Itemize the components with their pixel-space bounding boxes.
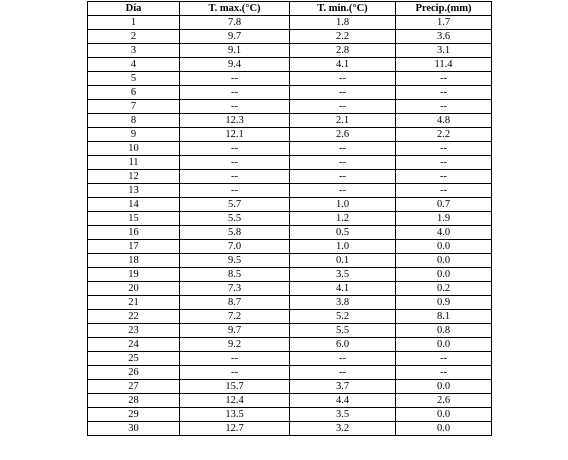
cell-precipitation: -- [396,100,492,114]
cell-day: 15 [88,212,180,226]
table-row [88,156,492,170]
table-row [88,16,492,30]
cell-day: 27 [88,380,180,394]
cell-temp-max: 7.0 [180,240,290,254]
table-row [88,30,492,44]
cell-temp-min: 1.8 [290,16,396,30]
cell-temp-min: 0.5 [290,226,396,240]
cell-precipitation: 0.8 [396,324,492,338]
table-row [88,128,492,142]
cell-day: 20 [88,282,180,296]
cell-precipitation: 0.0 [396,338,492,352]
table-row [88,282,492,296]
cell-temp-min: 2.2 [290,30,396,44]
cell-precipitation: -- [396,184,492,198]
cell-temp-max: 7.2 [180,310,290,324]
cell-day: 5 [88,72,180,86]
cell-day: 14 [88,198,180,212]
cell-temp-max: 13.5 [180,408,290,422]
cell-precipitation: 0.7 [396,198,492,212]
header-temp-min: T. min.(°C) [290,2,396,16]
table-row [88,86,492,100]
cell-day: 1 [88,16,180,30]
cell-temp-min: 2.1 [290,114,396,128]
cell-temp-max: 12.7 [180,422,290,436]
cell-day: 29 [88,408,180,422]
cell-precipitation: -- [396,156,492,170]
cell-day: 8 [88,114,180,128]
cell-precipitation: 11.4 [396,58,492,72]
cell-precipitation: 4.0 [396,226,492,240]
cell-temp-min: 0.1 [290,254,396,268]
cell-temp-max: 9.2 [180,338,290,352]
table-row [88,170,492,184]
cell-day: 10 [88,142,180,156]
cell-temp-max: 9.4 [180,58,290,72]
cell-precipitation: 0.9 [396,296,492,310]
cell-temp-max: 9.5 [180,254,290,268]
table-row [88,408,492,422]
table-header-row [88,2,492,16]
cell-precipitation: 0.0 [396,240,492,254]
cell-precipitation: 8.1 [396,310,492,324]
header-temp-max: T. max.(°C) [180,2,290,16]
table-row [88,184,492,198]
cell-temp-max: -- [180,100,290,114]
cell-temp-min: 4.4 [290,394,396,408]
cell-temp-min: -- [290,100,396,114]
cell-precipitation: 3.6 [396,30,492,44]
table-row [88,72,492,86]
table-row [88,310,492,324]
cell-day: 4 [88,58,180,72]
table-row [88,422,492,436]
cell-temp-max: -- [180,352,290,366]
cell-day: 26 [88,366,180,380]
cell-day: 25 [88,352,180,366]
weather-table-container [87,1,492,436]
table-row [88,296,492,310]
header-precipitation: Precip.(mm) [396,2,492,16]
cell-day: 19 [88,268,180,282]
cell-day: 21 [88,296,180,310]
cell-temp-max: -- [180,86,290,100]
weather-table [87,1,492,436]
cell-precipitation: -- [396,72,492,86]
cell-day: 13 [88,184,180,198]
cell-day: 11 [88,156,180,170]
cell-precipitation: -- [396,366,492,380]
table-row [88,352,492,366]
cell-temp-min: -- [290,170,396,184]
table-row [88,380,492,394]
table-body [88,16,492,436]
cell-temp-min: -- [290,86,396,100]
cell-temp-max: 9.7 [180,30,290,44]
cell-temp-max: 12.4 [180,394,290,408]
cell-temp-min: -- [290,366,396,380]
cell-precipitation: 0.0 [396,422,492,436]
cell-temp-max: -- [180,184,290,198]
cell-precipitation: 0.0 [396,254,492,268]
cell-temp-min: 5.5 [290,324,396,338]
cell-temp-min: 3.7 [290,380,396,394]
cell-temp-min: -- [290,72,396,86]
cell-day: 23 [88,324,180,338]
cell-temp-min: 4.1 [290,282,396,296]
cell-temp-max: 9.1 [180,44,290,58]
cell-day: 24 [88,338,180,352]
cell-temp-min: 3.5 [290,268,396,282]
cell-temp-min: -- [290,184,396,198]
cell-temp-min: -- [290,352,396,366]
cell-temp-min: -- [290,142,396,156]
cell-temp-max: -- [180,156,290,170]
table-row [88,268,492,282]
cell-temp-max: 5.7 [180,198,290,212]
table-row [88,198,492,212]
cell-temp-max: 12.3 [180,114,290,128]
cell-day: 16 [88,226,180,240]
cell-temp-min: 2.6 [290,128,396,142]
cell-temp-max: -- [180,366,290,380]
cell-precipitation: -- [396,142,492,156]
cell-temp-min: -- [290,156,396,170]
cell-day: 12 [88,170,180,184]
cell-temp-min: 1.0 [290,240,396,254]
cell-temp-max: 8.7 [180,296,290,310]
cell-precipitation: -- [396,352,492,366]
cell-precipitation: 0.0 [396,268,492,282]
cell-precipitation: 4.8 [396,114,492,128]
cell-temp-min: 4.1 [290,58,396,72]
cell-precipitation: 0.2 [396,282,492,296]
cell-day: 22 [88,310,180,324]
table-row [88,366,492,380]
table-row [88,338,492,352]
cell-temp-max: -- [180,72,290,86]
table-row [88,240,492,254]
table-row [88,142,492,156]
cell-day: 30 [88,422,180,436]
table-row [88,394,492,408]
cell-precipitation: -- [396,86,492,100]
cell-temp-min: 5.2 [290,310,396,324]
table-row [88,114,492,128]
cell-temp-min: 6.0 [290,338,396,352]
table-row [88,212,492,226]
cell-temp-min: 2.8 [290,44,396,58]
cell-temp-min: 3.2 [290,422,396,436]
cell-temp-max: -- [180,170,290,184]
cell-day: 2 [88,30,180,44]
table-row [88,58,492,72]
cell-temp-max: -- [180,142,290,156]
cell-temp-min: 1.2 [290,212,396,226]
cell-temp-max: 7.3 [180,282,290,296]
cell-precipitation: -- [396,170,492,184]
cell-temp-max: 15.7 [180,380,290,394]
table-row [88,100,492,114]
table-row [88,324,492,338]
cell-precipitation: 3.1 [396,44,492,58]
cell-day: 18 [88,254,180,268]
cell-precipitation: 1.7 [396,16,492,30]
cell-precipitation: 1.9 [396,212,492,226]
cell-day: 9 [88,128,180,142]
cell-precipitation: 2.6 [396,394,492,408]
cell-temp-max: 9.7 [180,324,290,338]
cell-temp-max: 5.8 [180,226,290,240]
cell-day: 3 [88,44,180,58]
cell-precipitation: 0.0 [396,408,492,422]
table-row [88,226,492,240]
cell-temp-max: 8.5 [180,268,290,282]
cell-precipitation: 2.2 [396,128,492,142]
cell-temp-max: 12.1 [180,128,290,142]
cell-day: 17 [88,240,180,254]
cell-temp-min: 3.8 [290,296,396,310]
header-day: Día [88,2,180,16]
table-row [88,44,492,58]
cell-precipitation: 0.0 [396,380,492,394]
cell-temp-min: 3.5 [290,408,396,422]
cell-temp-min: 1.0 [290,198,396,212]
cell-temp-max: 7.8 [180,16,290,30]
table-row [88,254,492,268]
cell-day: 28 [88,394,180,408]
cell-day: 6 [88,86,180,100]
cell-temp-max: 5.5 [180,212,290,226]
cell-day: 7 [88,100,180,114]
